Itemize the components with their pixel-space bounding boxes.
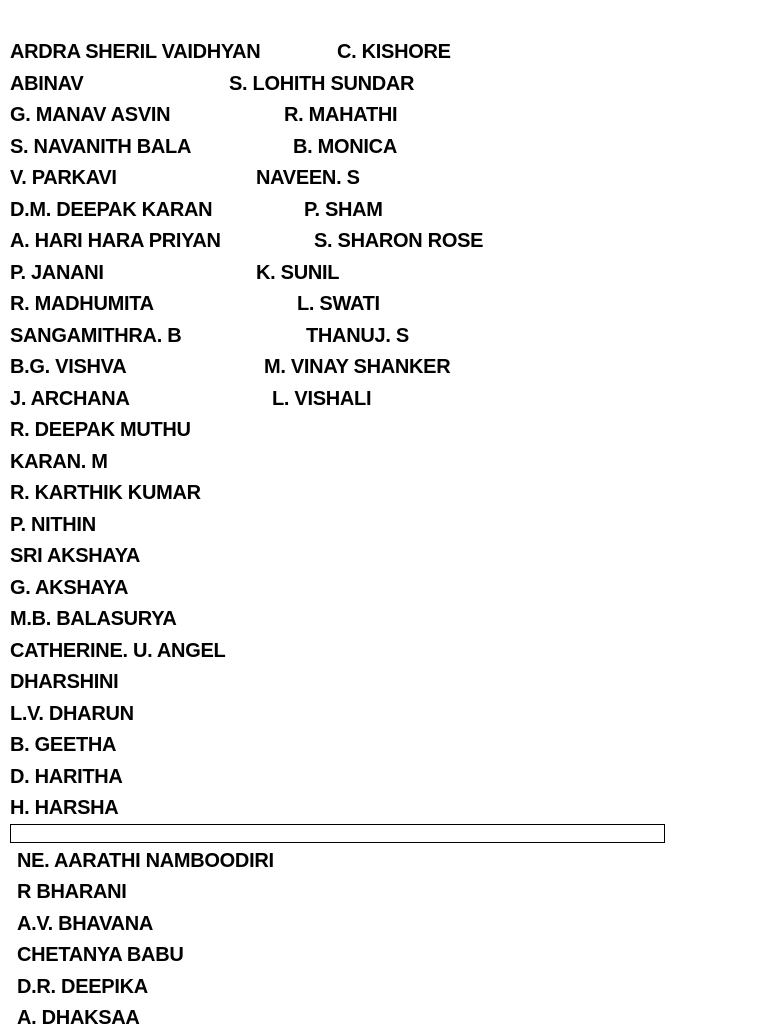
name-left: L.V. DHARUN	[10, 703, 134, 725]
name-right: K. SUNIL	[256, 262, 340, 284]
name-left: SANGAMITHRA. B	[10, 325, 182, 347]
name-right: L. SWATI	[297, 293, 380, 315]
name-left: DHARSHINI	[10, 671, 119, 693]
name-left: V. PARKAVI	[10, 167, 117, 189]
list-item: A. DHAKSAA	[17, 1007, 140, 1029]
name-left: S. NAVANITH BALA	[10, 136, 192, 158]
name-left: G. AKSHAYA	[10, 577, 129, 599]
name-left: H. HARSHA	[10, 797, 119, 819]
name-left: R. MADHUMITA	[10, 293, 154, 315]
list-item: R BHARANI	[17, 881, 127, 903]
name-left: B.G. VISHVA	[10, 356, 127, 378]
name-left: CATHERINE. U. ANGEL	[10, 640, 226, 662]
name-right: NAVEEN. S	[256, 167, 360, 189]
name-left: G. MANAV ASVIN	[10, 104, 171, 126]
name-left: A. HARI HARA PRIYAN	[10, 230, 221, 252]
name-right: C. KISHORE	[337, 41, 451, 63]
name-right: M. VINAY SHANKER	[264, 356, 451, 378]
list-item: A.V. BHAVANA	[17, 913, 154, 935]
empty-box-divider	[10, 824, 665, 843]
list-item: D.R. DEEPIKA	[17, 976, 148, 998]
name-left: D.M. DEEPAK KARAN	[10, 199, 213, 221]
name-left: P. JANANI	[10, 262, 104, 284]
name-right: S. SHARON ROSE	[314, 230, 484, 252]
name-left: ABINAV	[10, 73, 84, 95]
name-left: ARDRA SHERIL VAIDHYAN	[10, 41, 261, 63]
name-left: J. ARCHANA	[10, 388, 130, 410]
name-left: R. KARTHIK KUMAR	[10, 482, 201, 504]
list-item: CHETANYA BABU	[17, 944, 184, 966]
name-left: B. GEETHA	[10, 734, 117, 756]
name-right: R. MAHATHI	[284, 104, 398, 126]
name-left: KARAN. M	[10, 451, 108, 473]
name-right: B. MONICA	[293, 136, 397, 158]
name-right: S. LOHITH SUNDAR	[229, 73, 415, 95]
name-left: R. DEEPAK MUTHU	[10, 419, 191, 441]
name-left: P. NITHIN	[10, 514, 96, 536]
name-left: D. HARITHA	[10, 766, 123, 788]
name-left: M.B. BALASURYA	[10, 608, 177, 630]
name-left: SRI AKSHAYA	[10, 545, 141, 567]
name-right: P. SHAM	[304, 199, 383, 221]
name-right: L. VISHALI	[272, 388, 372, 410]
list-item: NE. AARATHI NAMBOODIRI	[17, 850, 274, 872]
name-right: THANUJ. S	[306, 325, 409, 347]
